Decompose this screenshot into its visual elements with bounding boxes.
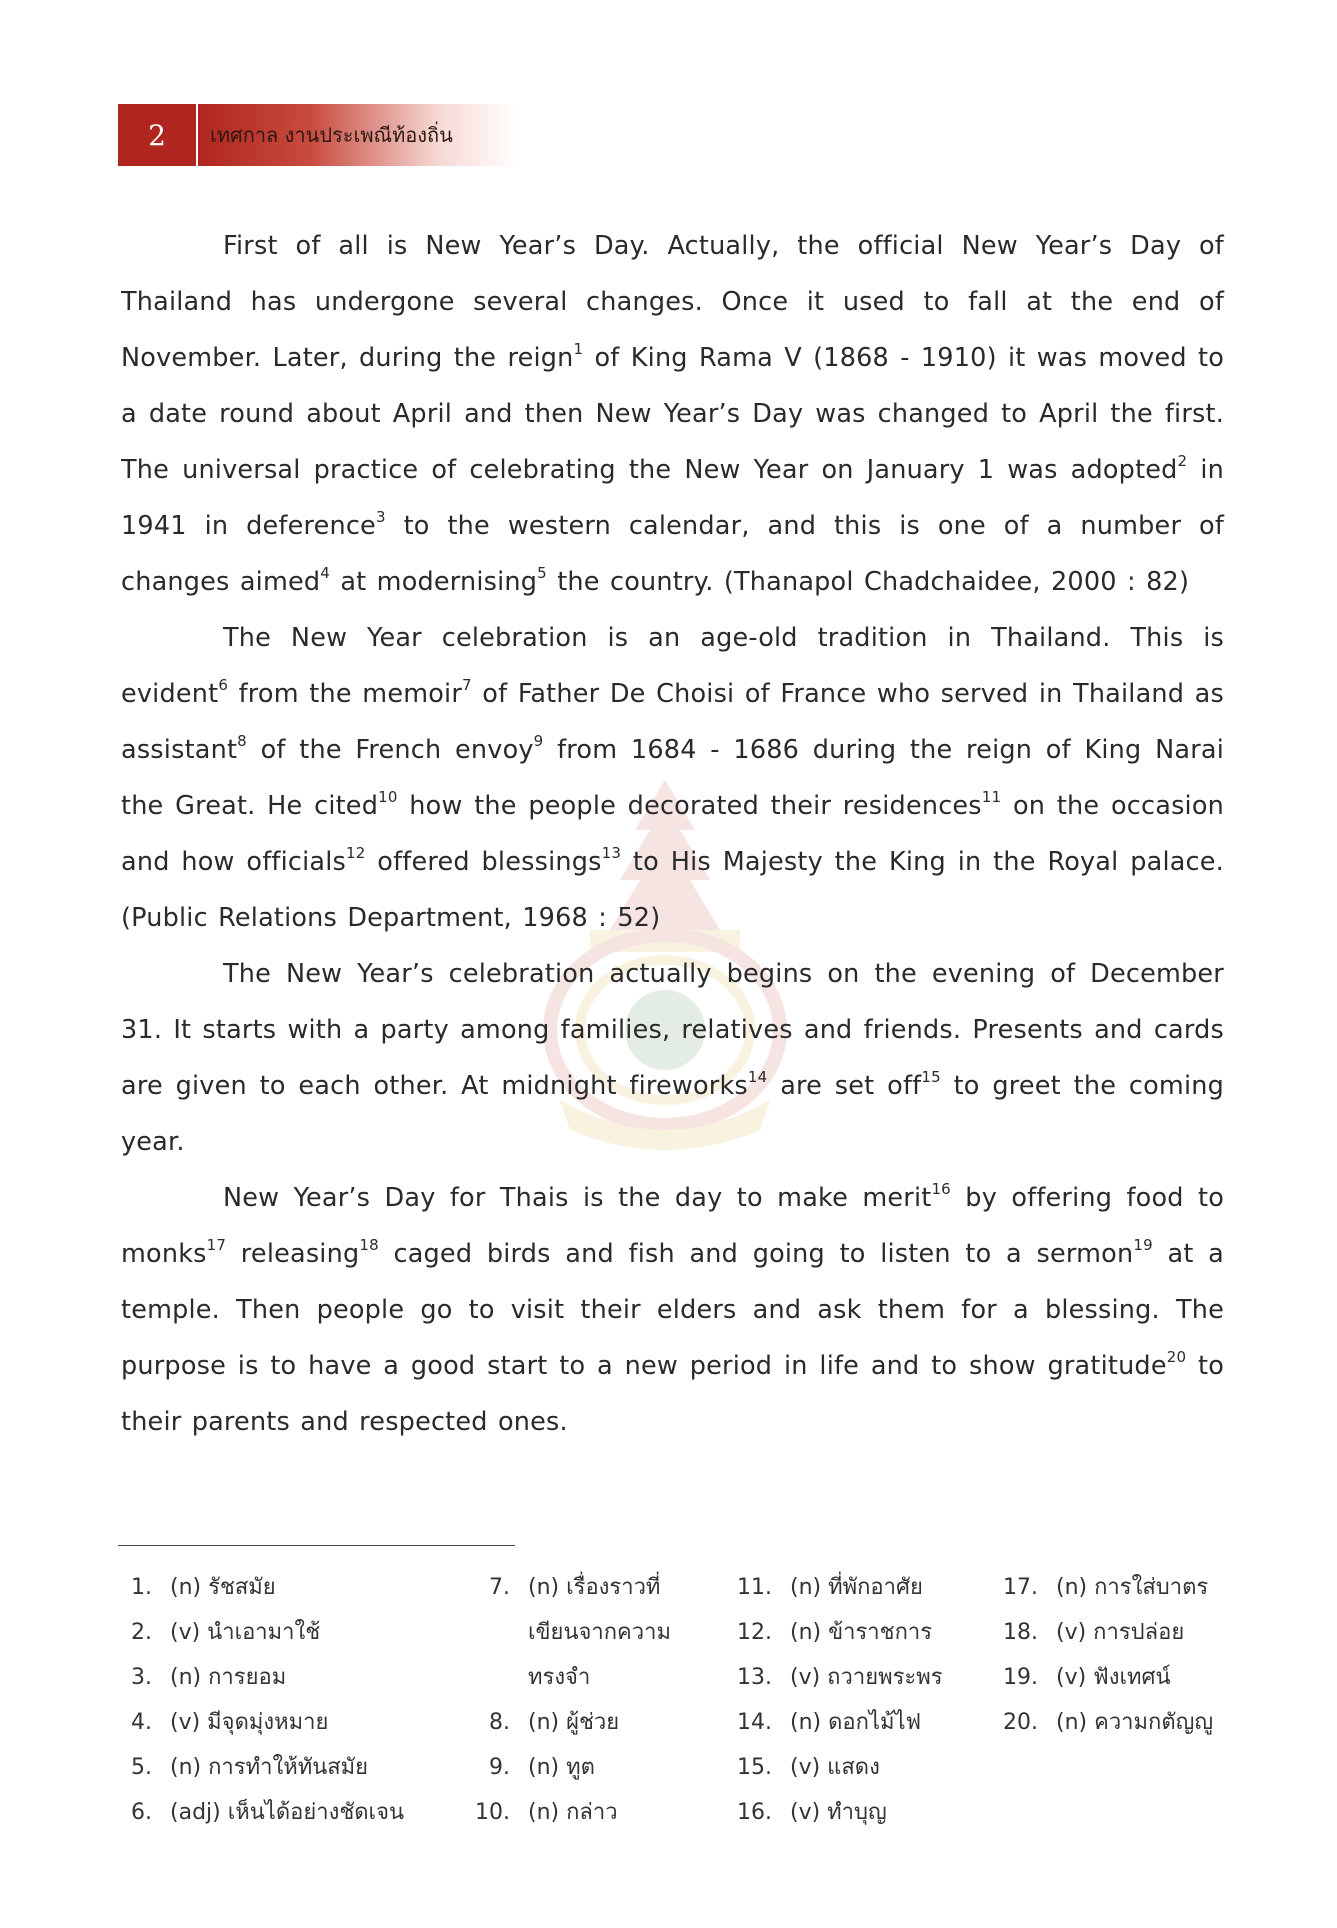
footnote-text: (n) ผู้ช่วย (528, 1710, 620, 1735)
footnote-item (720, 1610, 943, 1655)
text-run: offered blessings (365, 847, 602, 877)
paragraph-tradition (121, 610, 1224, 946)
text-run: to His Majesty the King in the Royal palace. (Public Relations Department, 1968 : 52) (121, 847, 1224, 933)
footnote-number: 4. (131, 1710, 152, 1735)
text-run: First of all is New Year’s Day. Actually, the official New Year’s Day of Thailand has undergone several changes. Once it used to fall at the end of November. Later, during the reign (121, 231, 1224, 373)
text-run: caged birds and fish and going to listen to a sermon (378, 1239, 1134, 1269)
text-run: from the memoir (228, 679, 463, 709)
text-run: at modernising (330, 567, 538, 597)
footnote-marker: 10 (378, 788, 398, 806)
page-number: 2 (118, 104, 196, 166)
footnote-item (118, 1790, 404, 1835)
text-run: from 1684 - 1686 during the reign of King Narai the Great. He cited (121, 735, 1224, 821)
text-run: by offering food to monks (121, 1183, 1225, 1269)
footnote-marker: 11 (981, 788, 1002, 806)
footnote-text: (n) เรื่องราวที่ (528, 1575, 661, 1600)
footnote-number: 16. (737, 1800, 772, 1825)
footnote-number: 3. (131, 1665, 152, 1690)
footnote-number: 17. (1003, 1575, 1038, 1600)
footnote-marker: 8 (237, 732, 247, 750)
footnote-number: 1. (131, 1575, 152, 1600)
footnote-text: (adj) เห็นได้อย่างชัดเจน (170, 1800, 404, 1825)
text-run: of Father De Choisi of France who served in Thailand as assistant (121, 679, 1224, 765)
footnote-marker: 1 (573, 340, 584, 358)
paragraph-merit (121, 1170, 1224, 1450)
footnote-number: 13. (737, 1665, 772, 1690)
footnote-text: (v) ถวายพระพร (790, 1665, 943, 1690)
footnote-text: (n) ข้าราชการ (790, 1620, 933, 1645)
footnote-item (118, 1700, 404, 1745)
footnote-number: 2. (131, 1620, 152, 1645)
footnote-item (470, 1655, 671, 1700)
footnote-item (990, 1565, 1213, 1610)
footnote-marker: 2 (1177, 452, 1188, 470)
text-run: The New Year’s celebration actually begins on the evening of December 31. It starts with a party among families, relatives and friends. Presents and cards are given to each other. At midnight fireworks (121, 959, 1224, 1101)
footnote-number: 8. (489, 1710, 510, 1735)
article-body (121, 218, 1224, 1450)
footnote-item (720, 1565, 943, 1610)
page-header (118, 104, 518, 166)
text-run: the country. (Thanapol Chadchaidee, 2000 : 82) (546, 567, 1190, 597)
footnote-item (470, 1790, 671, 1835)
footnote-marker: 7 (462, 676, 472, 694)
footnote-item (470, 1610, 671, 1655)
footnote-text: (n) กล่าว (528, 1800, 618, 1825)
footnote-text: (v) นำเอามาใช้ (170, 1620, 321, 1645)
text-run: to their parents and respected ones. (121, 1351, 1224, 1437)
running-title: เทศกาล งานประเพณีท้องถิ่น (198, 104, 518, 166)
text-run: releasing (226, 1239, 360, 1269)
footnote-text: (v) ฟังเทศน์ (1056, 1665, 1171, 1690)
footnote-marker: 14 (747, 1068, 768, 1086)
footnote-marker: 17 (206, 1236, 227, 1254)
footnote-marker: 15 (921, 1068, 941, 1086)
footnote-item (118, 1745, 404, 1790)
footnote-text: (v) ทำบุญ (790, 1800, 887, 1825)
paragraph-new-years-day (121, 218, 1224, 610)
footnote-item (990, 1700, 1213, 1745)
footnote-marker: 19 (1133, 1236, 1153, 1254)
footnote-item (720, 1790, 943, 1835)
footnote-marker: 13 (601, 844, 622, 862)
footnote-text: (v) มีจุดมุ่งหมาย (170, 1710, 329, 1735)
footnote-item (990, 1655, 1213, 1700)
footnote-number: 20. (1003, 1710, 1038, 1735)
text-run: in 1941 in deference (121, 455, 1224, 541)
footnote-item (118, 1655, 404, 1700)
footnote-text: (n) ทูต (528, 1755, 595, 1780)
footnote-text: (n) การใส่บาตร (1056, 1575, 1209, 1600)
footnote-column-1 (118, 1565, 404, 1835)
text-run: on the occasion and how officials (121, 791, 1224, 877)
footnote-text: (n) การยอม (170, 1665, 287, 1690)
footnote-text: (v) การปล่อย (1056, 1620, 1185, 1645)
footnote-text: (n) การทำให้ทันสมัย (170, 1755, 369, 1780)
footnote-number: 11. (737, 1575, 772, 1600)
footnote-text: (n) ที่พักอาศัย (790, 1575, 923, 1600)
footnote-item (470, 1565, 671, 1610)
footnote-number: 9. (489, 1755, 510, 1780)
footnote-marker: 12 (345, 844, 366, 862)
footnote-item (720, 1700, 943, 1745)
footnote-marker: 4 (320, 564, 331, 582)
footnote-number: 5. (131, 1755, 152, 1780)
footnote-item (118, 1610, 404, 1655)
footnote-marker: 9 (533, 732, 544, 750)
footnote-number: 6. (131, 1800, 152, 1825)
text-run: how the people decorated their residences (397, 791, 982, 821)
footnote-column-2 (470, 1565, 671, 1835)
footnote-number: 7. (489, 1575, 510, 1600)
text-run: of the French envoy (246, 735, 534, 765)
footnote-text: (n) ความกตัญญู (1056, 1710, 1214, 1735)
footnote-number: 12. (737, 1620, 772, 1645)
text-run: to greet the coming year. (121, 1071, 1224, 1157)
footnote-marker: 6 (218, 676, 229, 694)
footnote-marker: 5 (537, 564, 547, 582)
footnote-number: 18. (1003, 1620, 1038, 1645)
text-run: The New Year celebration is an age-old tradition in Thailand. This is evident (121, 623, 1224, 709)
footnote-number: 15. (737, 1755, 772, 1780)
footnote-marker: 18 (359, 1236, 379, 1254)
footnote-item (470, 1700, 671, 1745)
footnote-column-3 (720, 1565, 943, 1835)
footnote-number: 10. (475, 1800, 510, 1825)
footnote-item (720, 1655, 943, 1700)
footnote-number: 14. (737, 1710, 772, 1735)
footnote-text: (v) แสดง (790, 1755, 880, 1780)
footnote-rule (118, 1545, 515, 1546)
text-run: of King Rama V (1868 - 1910) it was moved to a date round about April and then New Year’s Day was changed to April the first. The universal practice of celebrating the New Year on January 1 was adopted (121, 343, 1224, 485)
footnote-column-4 (990, 1565, 1213, 1745)
footnote-number: 19. (1003, 1665, 1038, 1690)
footnote-marker: 20 (1166, 1348, 1187, 1366)
text-run: New Year’s Day for Thais is the day to make merit (223, 1183, 932, 1213)
footnote-marker: 3 (375, 508, 386, 526)
footnote-item (990, 1610, 1213, 1655)
footnote-text: ทรงจำ (528, 1665, 591, 1690)
footnote-item (470, 1745, 671, 1790)
footnote-item (720, 1745, 943, 1790)
footnote-marker: 16 (931, 1180, 951, 1198)
paragraph-celebration (121, 946, 1224, 1170)
text-run: to the western calendar, and this is one of a number of changes aimed (121, 511, 1224, 597)
text-run: are set off (767, 1071, 922, 1101)
footnote-text: (n) ดอกไม้ไฟ (790, 1710, 922, 1735)
text-run: at a temple. Then people go to visit their elders and ask them for a blessing. The purpose is to have a good start to a new period in life and to show gratitude (121, 1239, 1225, 1381)
footnote-text: เขียนจากความ (528, 1620, 671, 1645)
footnote-item (118, 1565, 404, 1610)
footnote-text: (n) รัชสมัย (170, 1575, 276, 1600)
